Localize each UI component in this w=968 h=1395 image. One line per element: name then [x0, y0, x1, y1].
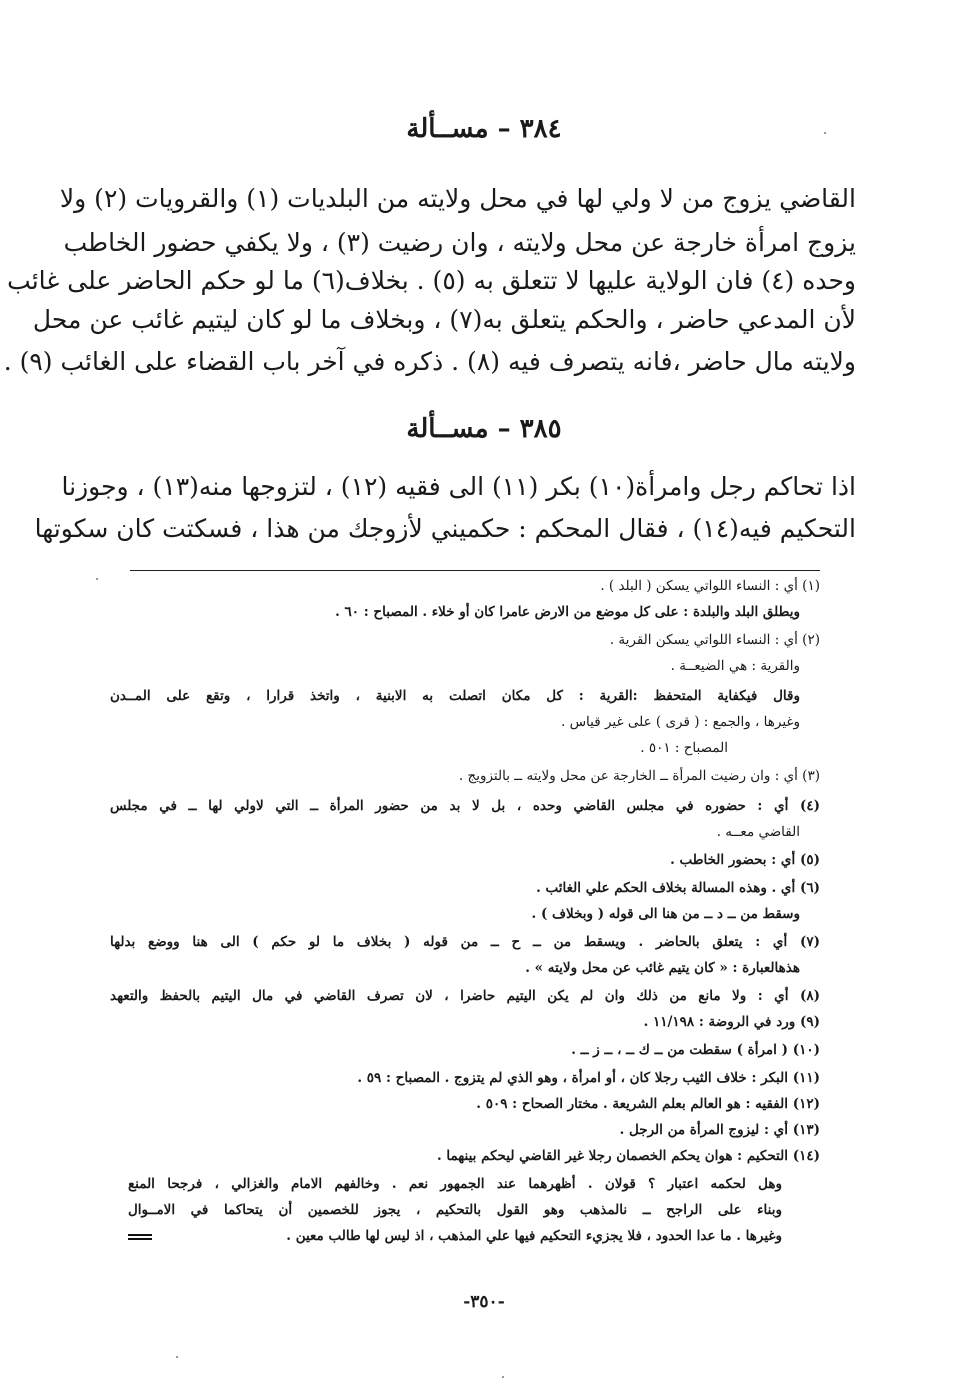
footnote-line: وغيرها . ما عدا الحدود ، فلا يجزيء التحكيم فيها علي المذهب ، اذ ليس لها طالب معين .: [286, 1228, 782, 1244]
main-text-line: يزوج امرأة خارجة عن محل ولايته ، وان رضيت (٣) ، ولا يكفي حضور الخاطب: [63, 228, 856, 257]
footnote-line: (٦) أي . وهذه المسالة بخلاف الحكم علي الغائب .: [536, 880, 820, 896]
footnote-line: (١٢) الفقيه : هو العالم بعلم الشريعة . مختار الصحاح : ٥٠٩ .: [476, 1096, 820, 1112]
footnote-line: (١) أي : النساء اللواتي يسكن ( البلد ) .: [600, 578, 820, 594]
main-text-line: لأن المدعي حاضر ، والحكم يتعلق به(٧) ، وبخلاف ما لو كان ليتيم غائب عن محل: [32, 305, 856, 334]
scan-speck: [502, 1376, 504, 1378]
end-mark-icon: [128, 1234, 152, 1240]
footnote-line: وهل لحكمه اعتبار ؟ قولان . أظهرهما عند الجمهور نعم . وخالفهم الامام والغزالي ، فرجحا المنع: [128, 1176, 782, 1192]
footnote-line: وسقط من ــ د ــ من هنا الى قوله ( وبخلاف ) .: [531, 906, 800, 922]
footnote-line: هذهالعبارة : « كان يتيم غائب عن محل ولايته » .: [525, 960, 800, 976]
footnote-line: (٣) أي : وان رضيت المرأة ــ الخارجة عن محل ولايته ــ بالتزويج .: [458, 768, 820, 784]
footnote-line: (٧) أي : يتعلق بالحاضر . ويسقط من ــ ح ــ من قوله ( بخلاف ما لو حكم ) الى هنا ووضع بدلها: [110, 934, 820, 950]
footnote-line: وبناء على الراجح ــ نالمذهب وهو القول بالتحكيم ، يجوز للخصمين أن يتحاكما في الامــوال: [128, 1202, 782, 1218]
footnote-line: ويطلق البلد والبلدة : على كل موضع من الارض عامرا كان أو خلاء . المصباح : ٦٠ .: [335, 604, 800, 620]
main-text-line: وحده (٤) فان الولاية عليها لا تتعلق به (٥) . بخلاف(٦) ما لو حكم الحاضر على غائب: [7, 266, 856, 295]
footnote-line: القاضي معــه .: [716, 824, 800, 840]
footnote-line: (٩) ورد في الروضة : ١١/١٩٨ .: [643, 1014, 820, 1030]
main-text-line: اذا تحاكم رجل وامرأة(١٠) بكر (١١) الى فقيه (١٢) ، لتزوجها منه(١٣) ، وجوزنا: [61, 472, 856, 501]
footnote-line: (٢) أي : النساء اللواتي يسكن القرية .: [609, 632, 820, 648]
footnote-line: وغيرها ، والجمع : ( قرى ) على غير قياس .: [560, 714, 800, 730]
main-text-line: القاضي يزوج من لا ولي لها في محل ولايته من البلديات (١) والقرويات (٢) ولا: [59, 184, 856, 213]
footnote-line: (٤) أي : حضوره في مجلس القاضي وحده ، بل لا بد من حضور المرأة ــ التي لاولي لها ــ في مجلس: [110, 798, 820, 814]
footnote-line: (٥) أي : بحضور الخاطب .: [670, 852, 820, 868]
footnote-line: المصباح : ٥٠١ .: [640, 740, 728, 756]
footnote-line: (١٠) ( امرأة ) سقطت من ــ ك ــ ، ــ ز ــ .: [571, 1042, 820, 1058]
footnote-line: (٨) أي : ولا مانع من ذلك وان لم يكن اليتيم حاضرا ، لان تصرف القاضي في مال اليتيم بالحفظ والتعهد: [110, 988, 820, 1004]
footnote-line: (١٤) التحكيم : هوان يحكم الخصمان رجلا غير القاضي ليحكم بينهما .: [436, 1148, 820, 1164]
scan-speck: [96, 578, 98, 580]
issue-heading-384: ٣٨٤ – مســألة: [406, 114, 562, 144]
footnote-line: (١٣) أي : ليزوج المرأة من الرجل .: [619, 1122, 820, 1138]
footnote-line: وقال فيكفاية المتحفظ :القرية : كل مكان اتصلت به الابنية ، واتخذ قرارا ، وتقع على المــدن: [110, 688, 800, 704]
issue-heading-385: ٣٨٥ – مســألة: [406, 414, 562, 444]
main-text-line: ولايته مال حاضر ،فانه يتصرف فيه (٨) . ذكره في آخر باب القضاء على الغائب (٩) .: [3, 347, 856, 376]
footnote-separator: [130, 570, 820, 571]
scan-speck: [824, 132, 826, 134]
page-number: -٣٥٠-: [463, 1292, 505, 1312]
scan-speck: [176, 1356, 178, 1358]
footnote-line: والقرية : هي الضيعــة .: [670, 658, 800, 674]
footnote-line: (١١) البكر : خلاف الثيب رجلا كان ، أو امرأة ، وهو الذي لم يتزوج . المصباح : ٥٩ .: [357, 1070, 820, 1086]
main-text-line: التحكيم فيه(١٤) ، فقال المحكم : حكميني لأزوجك من هذا ، فسكتت كان سكوتها: [34, 514, 856, 543]
